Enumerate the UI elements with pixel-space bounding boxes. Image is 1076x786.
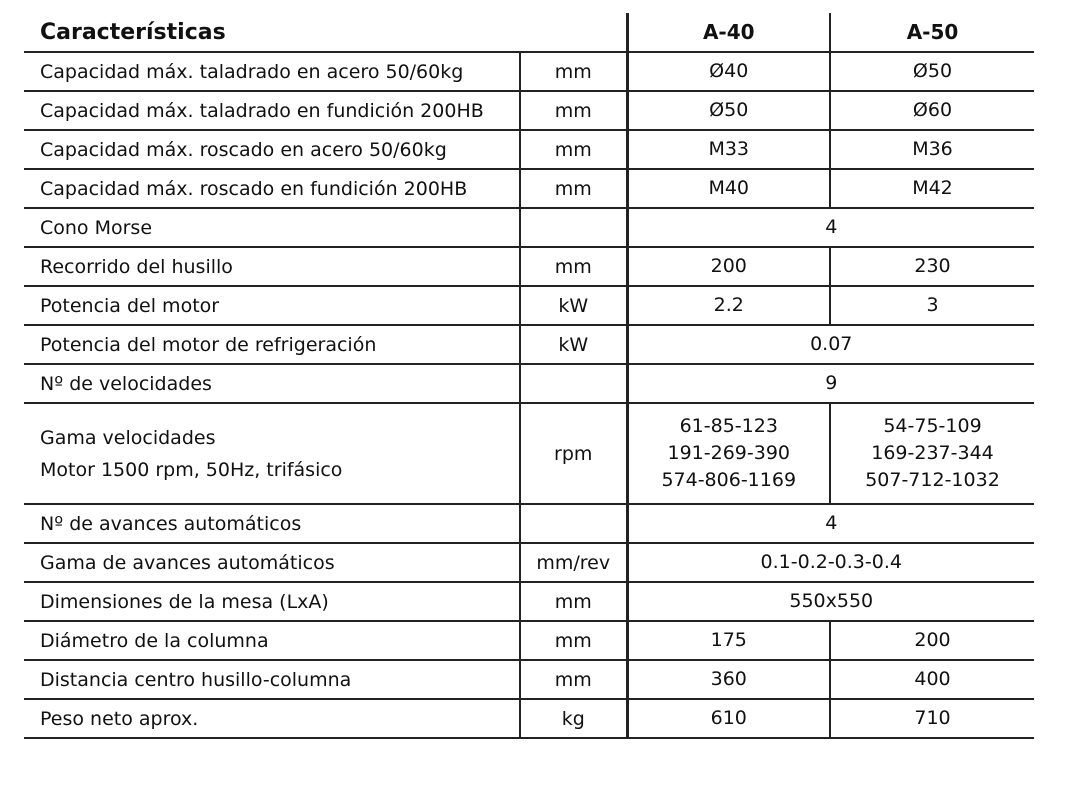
table-row [24,208,1034,247]
spec-name-cell: Capacidad máx. roscado en acero 50/60kg [24,130,520,169]
spec-shared-value-cell: 0.07 [627,325,1034,364]
spec-unit-cell: kW [520,286,627,325]
spec-unit-cell: mm [520,660,627,699]
spec-unit-cell: kW [520,325,627,364]
table-row [24,621,1034,660]
unit-header [520,13,627,52]
table-row [24,91,1034,130]
spec-a50-value-cell: 3 [830,286,1034,325]
spec-a50-value-cell: 230 [830,247,1034,286]
spec-a50-value-cell: 200 [830,621,1034,660]
spec-shared-value-cell: 4 [627,208,1034,247]
table-body [24,52,1034,738]
spec-name-cell: Gama de avances automáticos [24,543,520,582]
table-row [24,403,1034,504]
spec-unit-cell [520,208,627,247]
table-row [24,325,1034,364]
spec-a40-value-cell: M40 [627,169,830,208]
spec-name-cell: Nº de velocidades [24,364,520,403]
spec-name-cell: Distancia centro husillo-columna [24,660,520,699]
spec-a40-value-cell: 610 [627,699,830,738]
spec-a40-value-cell: 200 [627,247,830,286]
spec-unit-cell: mm [520,169,627,208]
spec-a40-value-cell: Ø50 [627,91,830,130]
spec-a50-value-cell: 710 [830,699,1034,738]
spec-name-cell: Dimensiones de la mesa (LxA) [24,582,520,621]
spec-a50-value-cell: Ø50 [830,52,1034,91]
spec-unit-cell [520,504,627,543]
spec-unit-cell: kg [520,699,627,738]
table-row [24,543,1034,582]
spec-name-cell: Gama velocidades Motor 1500 rpm, 50Hz, trifásico [24,403,520,504]
table-header-row [24,13,1034,52]
spec-a40-value-cell: M33 [627,130,830,169]
spec-unit-cell: mm [520,621,627,660]
spec-name-cell: Diámetro de la columna [24,621,520,660]
spec-name-cell: Capacidad máx. roscado en fundición 200HB [24,169,520,208]
spec-unit-cell: mm [520,247,627,286]
spec-name-cell: Capacidad máx. taladrado en fundición 200HB [24,91,520,130]
table-title: Características [24,13,520,52]
spec-a50-value-cell: 400 [830,660,1034,699]
spec-unit-cell [520,364,627,403]
table-row [24,286,1034,325]
spec-a40-value-cell: 175 [627,621,830,660]
spec-a50-value-cell: M42 [830,169,1034,208]
spec-unit-cell: mm [520,130,627,169]
spec-name-cell: Cono Morse [24,208,520,247]
spec-a40-value-cell: Ø40 [627,52,830,91]
spec-unit-cell: mm [520,52,627,91]
spec-name-cell: Peso neto aprox. [24,699,520,738]
spec-a50-value-cell: M36 [830,130,1034,169]
table-row [24,364,1034,403]
table-row [24,52,1034,91]
spec-unit-cell: mm/rev [520,543,627,582]
spec-a40-value-cell: 2.2 [627,286,830,325]
spec-name-cell: Capacidad máx. taladrado en acero 50/60kg [24,52,520,91]
spec-name-cell: Potencia del motor de refrigeración [24,325,520,364]
spec-a50-value-cell: Ø60 [830,91,1034,130]
spec-a50-value-cell: 54-75-109 169-237-344 507-712-1032 [830,403,1034,504]
model-a50-header: A-50 [830,13,1034,52]
table-row [24,660,1034,699]
table-row [24,130,1034,169]
spec-name-cell: Potencia del motor [24,286,520,325]
spec-unit-cell: rpm [520,403,627,504]
spec-unit-cell: mm [520,582,627,621]
spec-name-cell: Recorrido del husillo [24,247,520,286]
spec-a40-value-cell: 360 [627,660,830,699]
spec-shared-value-cell: 9 [627,364,1034,403]
spec-shared-value-cell: 4 [627,504,1034,543]
table-row [24,247,1034,286]
spec-shared-value-cell: 0.1-0.2-0.3-0.4 [627,543,1034,582]
table-row [24,504,1034,543]
specifications-table [24,13,1034,739]
table-row [24,699,1034,738]
model-a40-header: A-40 [627,13,830,52]
spec-name-cell: Nº de avances automáticos [24,504,520,543]
spec-shared-value-cell: 550x550 [627,582,1034,621]
table-row [24,169,1034,208]
spec-unit-cell: mm [520,91,627,130]
spec-a40-value-cell: 61-85-123 191-269-390 574-806-1169 [627,403,830,504]
table-row [24,582,1034,621]
